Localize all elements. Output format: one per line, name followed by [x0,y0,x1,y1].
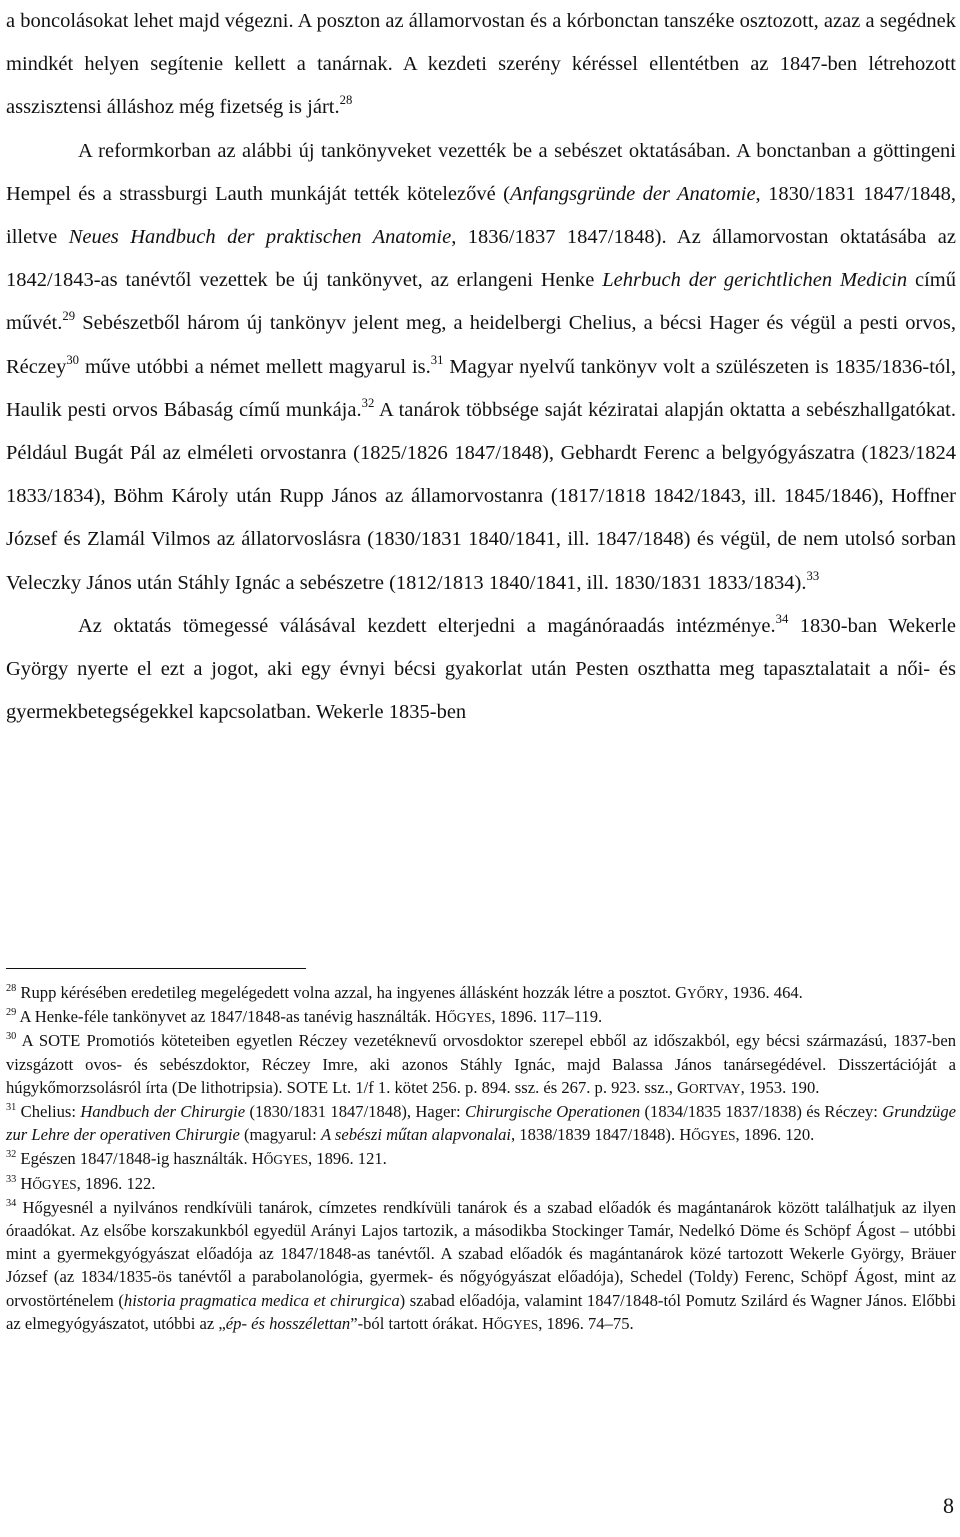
text-run: , 1953. 190. [740,1077,820,1097]
book-title: A sebészi műtan alapvonalai [320,1125,511,1145]
text-run: Az oktatás tömegessé válásával kezdett elterjedni a magánóraadás intézménye. [78,614,776,637]
text-run: Magyar nyelvű tankönyv volt a szülészeten is 1835/1836-tól, Haulik pesti orvos Bábaság című munkája. [6,355,956,421]
book-title: Grundzüge zur Lehre der operativen Chirurgie [6,1102,956,1145]
footnote-ref-31[interactable]: 31 [430,352,444,367]
book-title: Chirurgische Operationen [464,1102,641,1122]
footnote-number: 32 [6,1149,17,1161]
text-run: , 1830/1831 1847/1848, illetve [6,182,956,249]
footnote-28 [6,981,956,1005]
text-run: , 1838/1839 1847/1848). H [511,1125,692,1145]
text-run: című művét. [6,269,956,335]
text-run: A Henke-féle tankönyvet az 1847/1848-as tanévig használták. H [16,1007,448,1027]
text-run: , 1896. 120. [735,1125,815,1145]
footnote-number: 33 [6,1173,17,1185]
footnote-29 [6,1005,956,1029]
text-run: (magyarul: [239,1125,321,1145]
book-title: Lehrbuch der gerichtlichen Medicin [602,269,908,292]
footnote-number: 30 [6,1031,17,1043]
footnote-ref-28[interactable]: 28 [339,93,353,108]
text-run: Egészen 1847/1848-ig használták. H [16,1149,264,1169]
footnote-31 [6,1100,956,1147]
book-title: Anfangsgründe der Anatomie [509,182,756,205]
text-run: műve utóbbi a német mellett magyarul is. [79,355,431,378]
footnote-ref-34[interactable]: 34 [775,611,789,626]
author-name: ŐGYES [493,1316,539,1332]
body-text [6,0,956,734]
footnote-ref-30[interactable]: 30 [66,352,80,367]
footnote-ref-29[interactable]: 29 [62,309,76,324]
book-title: historia pragmatica medica et chirurgica [123,1290,400,1310]
footnote-number: 34 [6,1197,17,1209]
text-run: A reformkorban az alábbi új tankönyveket vezették be a sebészet oktatásában. A bonctanban a göttingeni Hempel és a strassburgi Lauth munkáját tették kötelezővé ( [6,139,956,205]
book-title: Handbuch der Chirurgie [80,1102,246,1122]
quoted-term: ép- és hosszélettan [225,1313,351,1333]
text-run: (1830/1831 1847/1848), Hager: [245,1102,465,1122]
author-name: ŐGYES [263,1152,308,1168]
footnote-34 [6,1196,956,1336]
text-run: , 1896. 74–75. [538,1313,634,1333]
footnote-32 [6,1147,956,1171]
author-name: ŐGYES [447,1010,492,1026]
footnote-ref-33[interactable]: 33 [806,568,820,583]
text-run: A tanárok többsége saját kéziratai alapján oktatta a sebészhallgatókat. Például Bugát Pál az elméleti orvostanra (1825/1826 1847/1848), Gebhardt Ferenc a belgyógyászatra (1823/1824 1833/1834), Böhm Károly után Rupp János az államorvostanra (1817/1818 1842/1843, ill. 1845/1846), Hoffner József és Zlamál Vilmos az állatorvoslásra (1830/1831 1840/1841, ill. 1847/1848) és végül, de nem utolsó sorban Veleczky János után Stáhly Ignác a sebészetre (1812/1813 1840/1841, ill. 1830/1831 1833/1834). [6,398,956,594]
author-name: YŐRY [687,986,724,1001]
footnote-number: 31 [6,1101,17,1113]
text-run: Hőgyesnél a nyilvános rendkívüli tanárok, címzetes rendkívüli tanárok és a szabad előadók és magántanárok között találhatjuk az ilyen óraadókat. Az elsőbe korszakunkból egyedül Arányi Lajos tartozik, a másodikba Stockinger Tamár, Nedelkó Döme és Schöpf Ágost – utóbbi mint a gyermekgyógyászat előadója az 1847/1848-as tanévtől. A szabad előadók és magántanárok közé tartozott Wekerle György, Bräuer József (az 1834/1835-ös tanévtől a parabolanológia, gyermek- és nőgyógyászat előadója), Schedel (Toldy) Ferenc, Schöpf Ágost, mint az orvostörténelem ( [6,1197,956,1310]
text-run: a boncolásokat lehet majd végezni. A poszton az államorvostan és a kórbonctan tanszéke osztozott, azaz a segédnek mindkét helyen segítenie kellett a tanárnak. A kezdeti szerény kéréssel ellentétben az 1847-ben létrehozott asszisztensi álláshoz még fizetség is járt. [6,10,956,119]
paragraph-1 [6,0,956,130]
author-name: ŐGYES [691,1128,736,1144]
author-name: ŐGYES [32,1176,77,1192]
footnote-33 [6,1172,956,1196]
paragraph-2 [6,130,956,605]
footnote-number: 29 [6,1007,17,1018]
book-title: Neues Handbuch der praktischen Anatomie [68,226,452,249]
footnote-ref-32[interactable]: 32 [361,395,375,410]
text-run: Rupp kérésében eredetileg megelégedett volna azzal, ha ingyenes állásként hozzák létre a posztot. G [16,983,688,1002]
text-run: ”-ból tartott órákat. H [350,1313,494,1333]
footnote-30 [6,1029,956,1100]
text-run: (1834/1835 1837/1838) és Réczey: [640,1102,883,1122]
text-run: , 1936. 464. [723,983,803,1002]
footnotes [6,981,956,1336]
text-run: , 1836/1837 1847/1848). Az államorvostan oktatásába az 1842/1843-as tanévtől vezettek be új tankönyvet, az erlangeni Henke [6,226,957,292]
text-run: , 1896. 122. [76,1173,156,1193]
footnote-number: 28 [6,982,17,994]
text-run: , 1896. 117–119. [491,1007,603,1027]
page-number: 8 [943,1493,954,1518]
text-run: ) szabad előadója, valamint 1847/1848-tól Pomutz Szilárd és Wagner János. Előbbi az elmegyógyászatot, utóbbi az „ [6,1290,956,1333]
author-name: ORTVAY [689,1080,741,1096]
text-run: , 1896. 121. [307,1149,387,1169]
text-run: H [16,1173,33,1193]
text-run: 1830-ban Wekerle György nyerte el ezt a jogot, aki egy évnyi bécsi gyakorlat után Pesten oszthatta meg tapasztalatait a női- és gyermekbetegségekkel kapcsolatban. Wekerle 1835-ben [6,614,957,724]
footnote-separator [6,968,306,969]
paragraph-3 [6,605,956,735]
text-run: A SOTE Promotiós köteteiben egyetlen Réczey vezetéknevű orvosdoktor szerepel ebből az időszakból, egy bécsi származású, 1837-ben vizsgázott ovos- és sebészdoktor, Réczey Imre, aki azonos Stáhly Ignác, majd Balassa János tanársegédével. Disszertációját a húgykőmorzsolásról írta (De lithotripsia). SOTE Lt. 1/f 1. kötet 256. p. 894. ssz. és 267. p. 923. ssz., G [6,1031,956,1097]
text-run: Sebészetből három új tankönyv jelent meg, a heidelbergi Chelius, a bécsi Hager és végül a pesti orvos, Réczey [6,312,956,378]
text-run: Chelius: [16,1102,81,1122]
